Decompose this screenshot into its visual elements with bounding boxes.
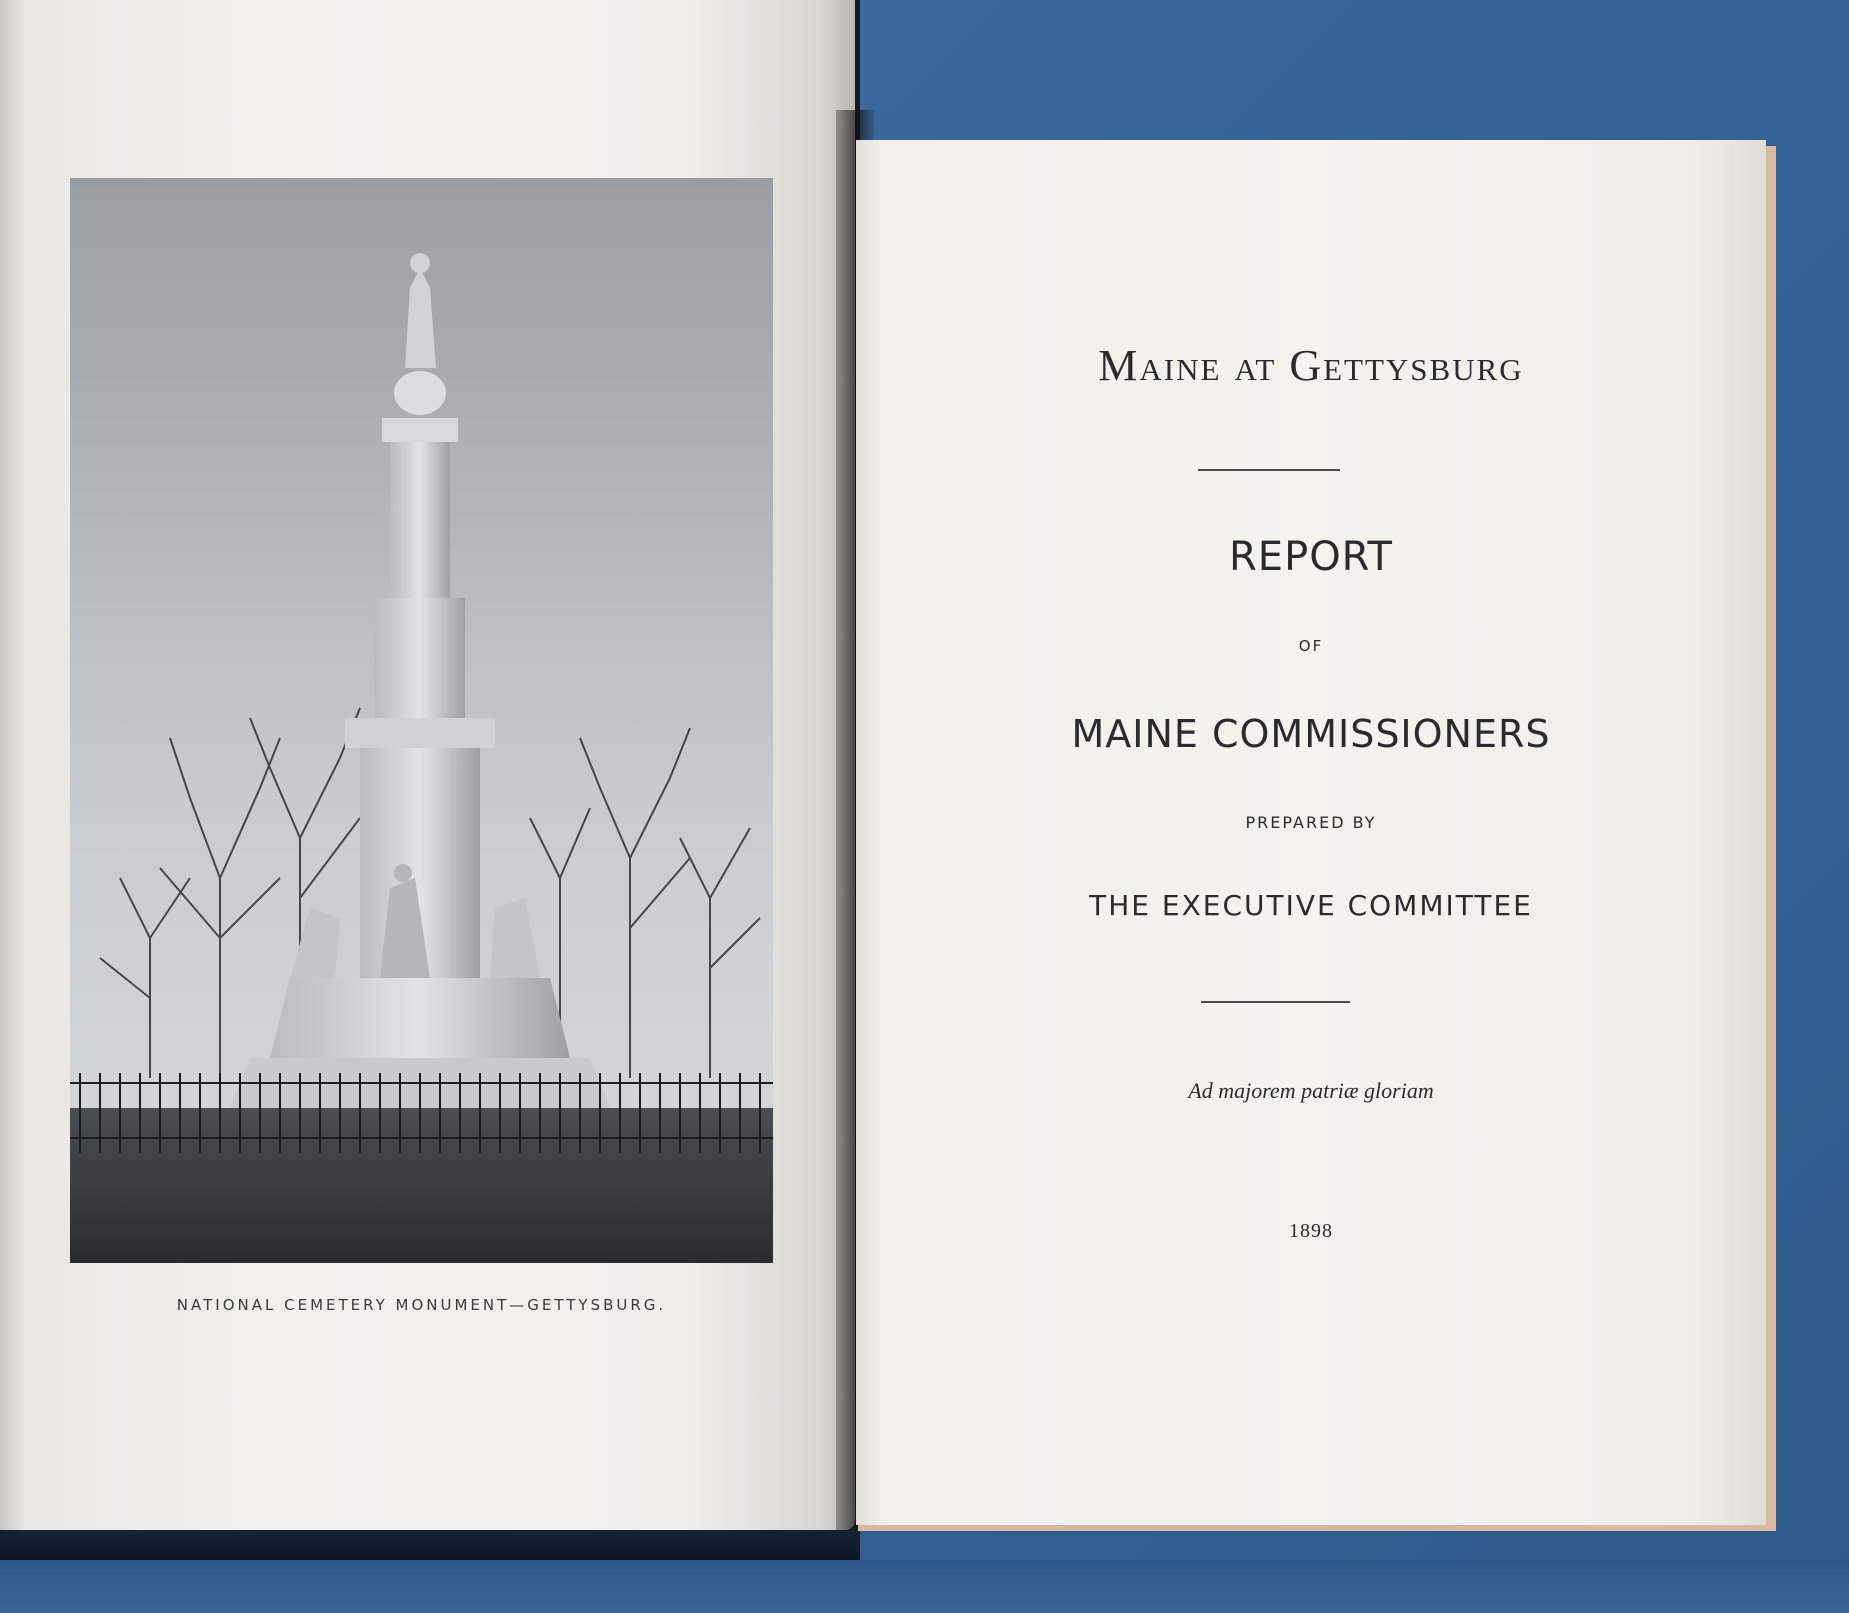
left-page: [0, 0, 855, 1530]
divider-rule: [1201, 1001, 1350, 1003]
report-heading: REPORT: [1229, 534, 1393, 580]
book-title: Maine at Gettysburg: [1098, 341, 1524, 390]
of-text: OF: [1298, 637, 1324, 655]
publication-year: 1898: [1289, 1220, 1333, 1242]
committee-heading: THE EXECUTIVE COMMITTEE: [1089, 889, 1533, 922]
prepared-by-text: PREPARED BY: [1245, 813, 1377, 832]
photo-caption: NATIONAL CEMETERY MONUMENT—GETTYSBURG.: [176, 1296, 667, 1314]
commissioners-heading: MAINE COMMISSIONERS: [1071, 712, 1551, 756]
table-surface: [0, 1560, 1849, 1613]
divider-rule: [1198, 469, 1340, 471]
monument-photograph: [70, 178, 773, 1263]
latin-motto: Ad majorem patriæ gloriam: [1188, 1078, 1434, 1103]
title-page: [856, 140, 1766, 1525]
